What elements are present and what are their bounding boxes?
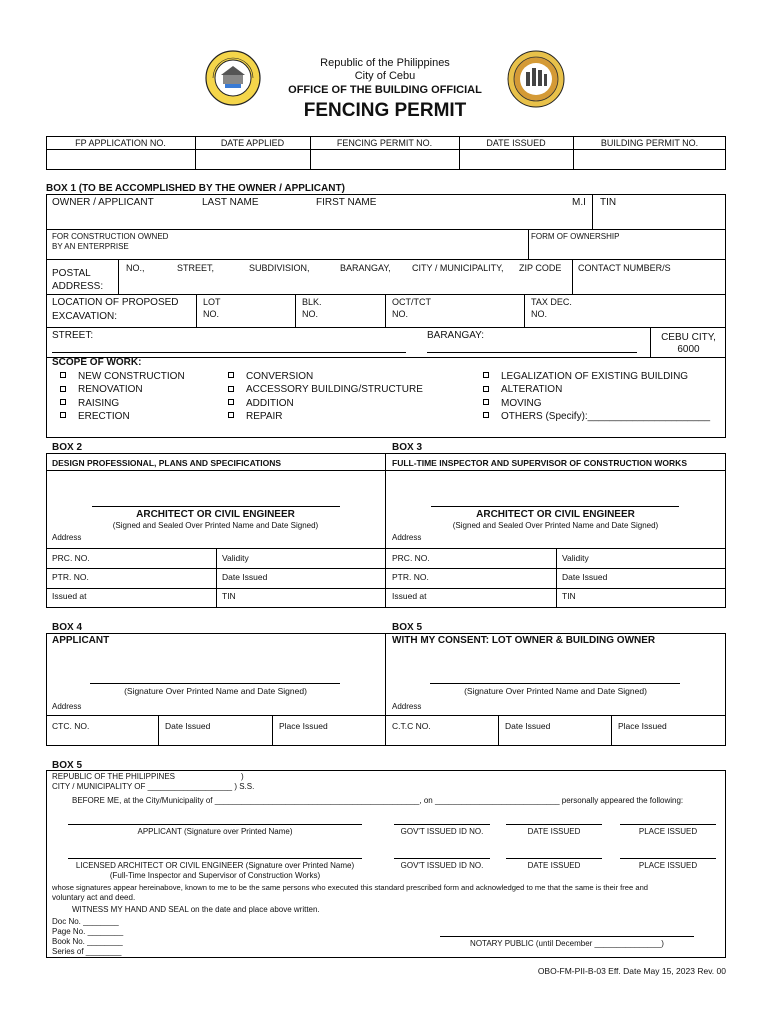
checkbox-icon[interactable] [483,399,489,405]
no-label: NO., [126,263,145,273]
hdr-date-issued: DATE ISSUED [486,138,546,148]
checkbox-icon[interactable] [483,386,489,392]
subdivision-label: SUBDIVISION, [249,263,310,273]
place-issued-label-2: PLACE ISSUED [638,861,698,870]
owner-name-field[interactable] [47,210,591,228]
box5a-title: WITH MY CONSENT: LOT OWNER & BUILDING OWNER [392,635,656,646]
box4-address: Address [52,702,82,711]
postal-label: POSTAL [52,268,91,279]
box2-address: Address [52,533,82,542]
location-label-1: LOCATION OF PROPOSED [52,297,179,308]
scope-moving[interactable]: MOVING [483,397,710,410]
hdr-building-permit-no: BUILDING PERMIT NO. [600,138,699,148]
city-mun-line: CITY / MUNICIPALITY OF ___________________ ) S.S. [52,782,255,791]
box3-prc: PRC. NO. [392,553,430,563]
scope-repair[interactable]: REPAIR [228,410,423,423]
lot-label: LOT [203,297,221,307]
box2-tin: TIN [222,591,236,601]
republic-paren: ) [241,772,244,781]
box2-sig-role: ARCHITECT OR CIVIL ENGINEER [136,509,295,520]
box3-validity: Validity [562,553,589,563]
scope-legalization[interactable]: LEGALIZATION OF EXISTING BUILDING [483,370,710,383]
scope-alteration[interactable]: ALTERATION [483,383,710,396]
box4-label: BOX 4 [52,622,83,633]
box5a-place-issued: Place Issued [618,721,667,731]
barangay-label: BARANGAY, [340,263,391,273]
first-name-label: FIRST NAME [316,197,377,208]
blk-no-label: NO. [302,309,319,319]
doc-no: Doc No. ________ [52,917,119,926]
scope-col-1 [60,370,185,423]
date-applied-field[interactable] [196,150,309,169]
box2-ptr: PTR. NO. [52,572,89,582]
scope-renovation[interactable]: RENOVATION [60,383,185,396]
owner-applicant-label: OWNER / APPLICANT [52,197,154,208]
scope-col-3 [483,370,710,423]
box5b-label: BOX 5 [52,760,83,771]
date-issued-label-1: DATE ISSUED [527,827,581,836]
box2-sig-note: (Signed and Sealed Over Printed Name and Date Signed) [112,521,319,530]
notary-public-label: NOTARY PUBLIC (until December _______________) [470,939,664,948]
box3-ptr: PTR. NO. [392,572,429,582]
box3-tin: TIN [562,591,576,601]
box3-title: FULL-TIME INSPECTOR AND SUPERVISOR OF CONSTRUCTION WORKS [392,458,687,468]
republic-line: REPUBLIC OF THE PHILIPPINES [52,772,175,781]
box2-3-frame [46,453,726,608]
form-code: OBO-FM-PII-B-03 Eff. Date May 15, 2023 Rev. 00 [537,966,726,976]
box5a-ctc: C.T.C NO. [392,721,431,731]
hdr-fp-application-no: FP APPLICATION NO. [75,138,166,148]
scope-conversion[interactable]: CONVERSION [228,370,423,383]
by-enterprise-label: BY AN ENTERPRISE [52,242,129,251]
fencing-permit-no-field[interactable] [311,150,458,169]
box5a-sig-note: (Signature Over Printed Name and Date Signed) [464,686,647,696]
scope-others[interactable]: OTHERS (Specify):______________________ [483,410,710,423]
form-of-ownership-label: FORM OF OWNERSHIP [531,232,620,241]
scope-col-2 [228,370,423,423]
checkbox-icon[interactable] [60,386,66,392]
box4-place-issued: Place Issued [279,721,328,731]
last-name-label: LAST NAME [202,197,259,208]
tin-field[interactable] [593,210,725,228]
address-label: ADDRESS: [52,281,104,292]
scope-erection[interactable]: ERECTION [60,410,185,423]
box3-label: BOX 3 [392,442,423,453]
location-label-2: EXCAVATION: [52,311,118,322]
applicant-sig-label: APPLICANT (Signature over Printed Name) [137,827,293,836]
oct-tct-no-label: NO. [392,309,409,319]
zip-code-label: ZIP CODE [519,263,562,273]
cebu-city-label: CEBU CITY, [661,332,716,343]
box2-validity: Validity [222,553,249,563]
checkbox-icon[interactable] [483,412,489,418]
box5a-label: BOX 5 [392,622,423,633]
checkbox-icon[interactable] [483,372,489,378]
box1-title: BOX 1 (TO BE ACCOMPLISHED BY THE OWNER / APPLICANT) [46,183,345,194]
before-me-line: BEFORE ME, at the City/Municipality of ______________________________________________, on ____________________________ personally appeared the following: [72,796,684,805]
building-permit-no-field[interactable] [574,150,725,169]
box2-label: BOX 2 [52,442,83,453]
series-of: Series of ________ [52,947,122,956]
scope-addition[interactable]: ADDITION [228,397,423,410]
for-construction-label: FOR CONSTRUCTION OWNED [52,232,169,241]
fulltime-label: (Full-Time Inspector and Supervisor of Construction Works) [109,871,321,880]
box4-sig-note: (Signature Over Printed Name and Date Signed) [124,686,307,696]
box3-date-issued: Date Issued [562,572,608,582]
page-no: Page No. ________ [52,927,124,936]
street-label: STREET, [177,263,215,273]
box3-address: Address [392,533,422,542]
street-field-label: STREET: [52,330,94,341]
header-office: OFFICE OF THE BUILDING OFFICIAL [288,84,482,96]
date-issued-field[interactable] [460,150,572,169]
box5a-date-issued: Date Issued [505,721,551,731]
box3-sig-note: (Signed and Sealed Over Printed Name and Date Signed) [452,521,659,530]
checkbox-icon[interactable] [60,399,66,405]
oct-tct-label: OCT/TCT [392,297,431,307]
checkbox-icon[interactable] [228,372,234,378]
box2-title: DESIGN PROFESSIONAL, PLANS AND SPECIFICATIONS [52,458,282,468]
licensed-sig-label: LICENSED ARCHITECT OR CIVIL ENGINEER (Signature over Printed Name) [75,861,355,870]
blk-label: BLK. [302,297,322,307]
place-issued-label-1: PLACE ISSUED [638,827,698,836]
box2-issued-at: Issued at [52,591,87,601]
tax-dec-label: TAX DEC. [531,297,572,307]
checkbox-icon[interactable] [228,386,234,392]
scope-new-construction[interactable]: NEW CONSTRUCTION [60,370,185,383]
box5a-address: Address [392,702,422,711]
checkbox-icon[interactable] [60,412,66,418]
whose-line-1: whose signatures appear hereinabove, known to me to be the same persons who executed this standard prescribed form and acknowledged to me that the same is their free and [52,883,649,892]
lot-no-label: NO. [203,309,220,319]
scope-accessory-building[interactable]: ACCESSORY BUILDING/STRUCTURE [228,383,423,396]
mi-label: M.I [572,197,586,208]
date-issued-label-2: DATE ISSUED [527,861,581,870]
zip-6000-label: 6000 [677,344,700,355]
box2-date-issued: Date Issued [222,572,268,582]
whose-line-2: voluntary act and deed. [52,893,136,902]
city-municipality-label: CITY / MUNICIPALITY, [412,263,504,273]
checkbox-icon[interactable] [228,399,234,405]
checkbox-icon[interactable] [228,412,234,418]
book-no: Book No. ________ [52,937,123,946]
header-republic: Republic of the Philippines [320,57,450,69]
checkbox-icon[interactable] [60,372,66,378]
box3-sig-role: ARCHITECT OR CIVIL ENGINEER [476,509,635,520]
box4-date-issued: Date Issued [165,721,211,731]
tax-dec-no-label: NO. [531,309,548,319]
tin-label: TIN [600,197,617,208]
box3-issued-at: Issued at [392,591,427,601]
govt-id-label-2: GOV'T ISSUED ID NO. [400,861,484,870]
barangay-field-label: BARANGAY: [427,330,485,341]
hdr-fencing-permit-no: FENCING PERMIT NO. [336,138,433,148]
box4-ctc: CTC. NO. [52,721,90,731]
govt-id-label-1: GOV'T ISSUED ID NO. [400,827,484,836]
hdr-date-applied: DATE APPLIED [220,138,285,148]
header-city: City of Cebu [354,70,416,82]
box2-prc: PRC. NO. [52,553,90,563]
witness-line: WITNESS MY HAND AND SEAL on the date and place above written. [72,905,320,914]
scope-of-work-title: SCOPE OF WORK: [52,357,142,368]
contact-number-label: CONTACT NUMBER/S [578,263,671,273]
box4-title: APPLICANT [52,635,110,646]
page-title: FENCING PERMIT [303,100,467,121]
fp-application-no-field[interactable] [47,150,194,169]
scope-raising[interactable]: RAISING [60,397,185,410]
